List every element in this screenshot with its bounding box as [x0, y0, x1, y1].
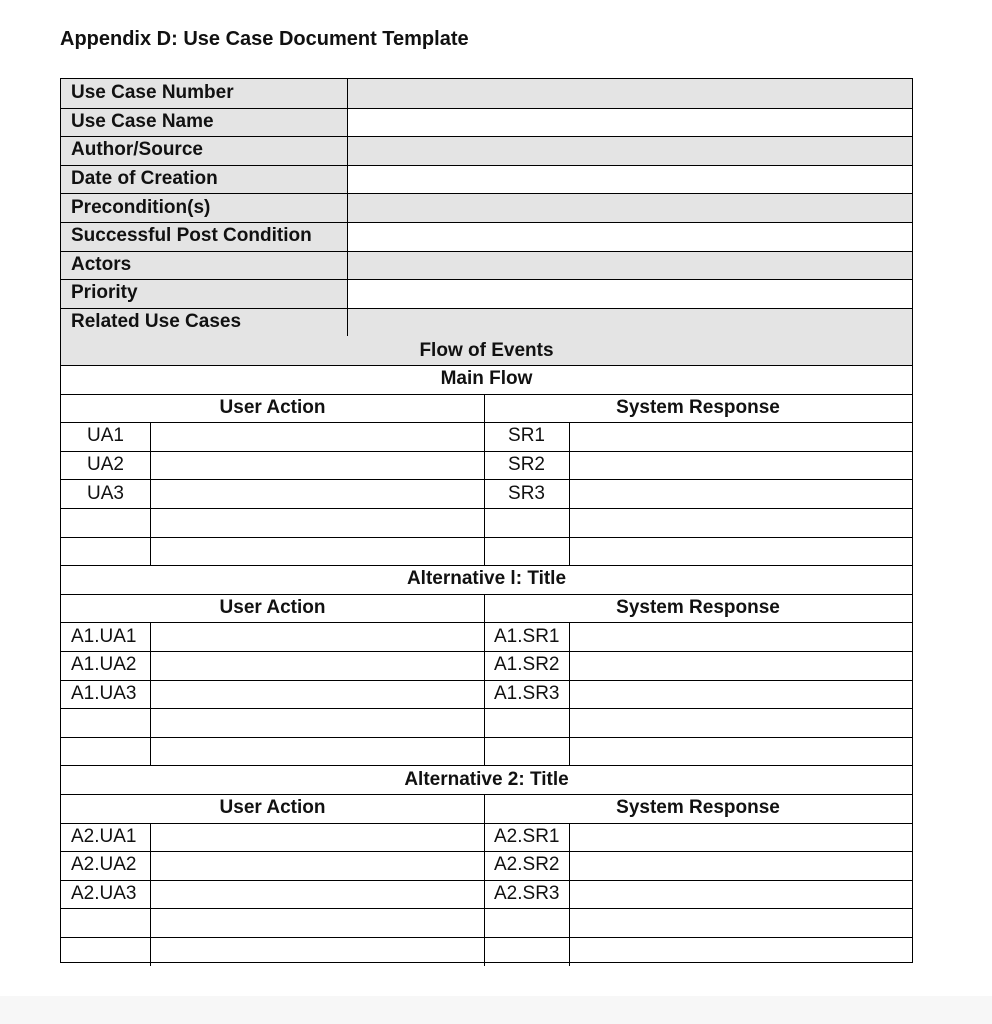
- column-divider: [484, 594, 485, 623]
- system-response-id: A2.SR2: [494, 854, 560, 876]
- column-divider: [150, 622, 151, 765]
- column-divider: [150, 823, 151, 966]
- flow-title: Alternative 2: Title: [404, 768, 569, 790]
- system-response-header: System Response: [616, 597, 780, 619]
- user-action-field[interactable]: [150, 937, 484, 966]
- system-response-field[interactable]: [569, 479, 912, 508]
- row-divider: [61, 193, 912, 194]
- user-action-id: A1.UA3: [71, 682, 137, 704]
- user-action-header: User Action: [219, 396, 326, 418]
- system-response-id: [484, 708, 569, 737]
- system-response-field[interactable]: [569, 422, 912, 451]
- system-response-header: System Response: [616, 396, 780, 418]
- field-value-input[interactable]: [347, 165, 912, 194]
- row-divider: [61, 222, 912, 223]
- user-action-field[interactable]: [150, 708, 484, 737]
- system-response-id: [484, 908, 569, 937]
- user-action-id: [61, 708, 150, 737]
- system-response-field[interactable]: [569, 880, 912, 909]
- flow-title: Main Flow: [440, 368, 533, 390]
- field-value-input[interactable]: [347, 251, 912, 280]
- user-action-field[interactable]: [150, 479, 484, 508]
- system-response-field[interactable]: [569, 622, 912, 651]
- column-divider: [484, 394, 485, 423]
- row-divider: [61, 308, 912, 309]
- user-action-id: A2.UA3: [71, 883, 137, 905]
- system-response-id: SR2: [508, 454, 545, 476]
- system-response-field[interactable]: [569, 908, 912, 937]
- row-divider: [61, 251, 912, 252]
- system-response-field[interactable]: [569, 451, 912, 480]
- user-action-field[interactable]: [150, 651, 484, 680]
- field-value-input[interactable]: [347, 193, 912, 222]
- field-label: Use Case Name: [61, 108, 347, 137]
- user-action-field[interactable]: [150, 451, 484, 480]
- user-action-field[interactable]: [150, 537, 484, 566]
- row-divider: [61, 136, 912, 137]
- system-response-id: A1.SR3: [494, 682, 560, 704]
- field-value-input[interactable]: [347, 108, 912, 137]
- system-response-id: [484, 537, 569, 566]
- system-response-header: System Response: [616, 797, 780, 819]
- user-action-field[interactable]: [150, 422, 484, 451]
- field-value-input[interactable]: [347, 279, 912, 308]
- use-case-table: [60, 78, 913, 963]
- system-response-id: A2.SR3: [494, 883, 560, 905]
- user-action-field[interactable]: [150, 680, 484, 709]
- user-action-id: [61, 537, 150, 566]
- column-divider: [484, 622, 485, 765]
- user-action-field[interactable]: [150, 508, 484, 537]
- user-action-id: [61, 937, 150, 966]
- user-action-field[interactable]: [150, 880, 484, 909]
- system-response-id: A1.SR1: [494, 625, 560, 647]
- system-response-id: [484, 937, 569, 966]
- system-response-id: SR3: [508, 482, 545, 504]
- user-action-id: A2.UA1: [71, 825, 137, 847]
- field-label: Priority: [61, 279, 347, 308]
- user-action-field[interactable]: [150, 823, 484, 852]
- field-label: Actors: [61, 251, 347, 280]
- user-action-id: [61, 908, 150, 937]
- system-response-id: [484, 508, 569, 537]
- user-action-id: UA1: [87, 425, 124, 447]
- field-label: Use Case Number: [61, 79, 347, 108]
- system-response-field[interactable]: [569, 823, 912, 852]
- system-response-id: A2.SR1: [494, 825, 560, 847]
- user-action-field[interactable]: [150, 737, 484, 766]
- system-response-field[interactable]: [569, 537, 912, 566]
- column-divider: [484, 794, 485, 823]
- user-action-field[interactable]: [150, 622, 484, 651]
- user-action-header: User Action: [219, 797, 326, 819]
- system-response-field[interactable]: [569, 851, 912, 880]
- user-action-id: A2.UA2: [71, 854, 137, 876]
- field-value-input[interactable]: [347, 79, 912, 108]
- user-action-header: User Action: [219, 597, 326, 619]
- row-divider: [61, 279, 912, 280]
- system-response-field[interactable]: [569, 737, 912, 766]
- field-label: Successful Post Condition: [61, 222, 347, 251]
- page-bottom-margin: [0, 996, 992, 1024]
- system-response-field[interactable]: [569, 708, 912, 737]
- system-response-field[interactable]: [569, 651, 912, 680]
- system-response-field[interactable]: [569, 680, 912, 709]
- user-action-id: A1.UA1: [71, 625, 137, 647]
- column-divider: [569, 622, 570, 765]
- column-divider: [569, 823, 570, 966]
- field-label: Precondition(s): [61, 193, 347, 222]
- field-label: Related Use Cases: [61, 308, 347, 337]
- flow-of-events-heading: Flow of Events: [61, 336, 912, 365]
- flow-title: Alternative l: Title: [406, 568, 567, 590]
- user-action-id: UA2: [87, 454, 124, 476]
- user-action-field[interactable]: [150, 851, 484, 880]
- user-action-id: [61, 508, 150, 537]
- column-divider: [569, 422, 570, 565]
- row-divider: [61, 108, 912, 109]
- column-divider: [484, 422, 485, 565]
- row-divider: [61, 165, 912, 166]
- field-label: Date of Creation: [61, 165, 347, 194]
- document-title: Appendix D: Use Case Document Template: [60, 28, 469, 50]
- system-response-id: SR1: [508, 425, 545, 447]
- user-action-id: UA3: [87, 482, 124, 504]
- field-value-input[interactable]: [347, 136, 912, 165]
- field-label: Author/Source: [61, 136, 347, 165]
- user-action-field[interactable]: [150, 908, 484, 937]
- system-response-field[interactable]: [569, 937, 912, 966]
- column-divider: [484, 823, 485, 966]
- column-divider: [150, 422, 151, 565]
- system-response-id: A1.SR2: [494, 654, 560, 676]
- system-response-field[interactable]: [569, 508, 912, 537]
- user-action-id: A1.UA2: [71, 654, 137, 676]
- field-value-input[interactable]: [347, 308, 912, 337]
- user-action-id: [61, 737, 150, 766]
- field-value-input[interactable]: [347, 222, 912, 251]
- system-response-id: [484, 737, 569, 766]
- column-divider: [347, 79, 348, 336]
